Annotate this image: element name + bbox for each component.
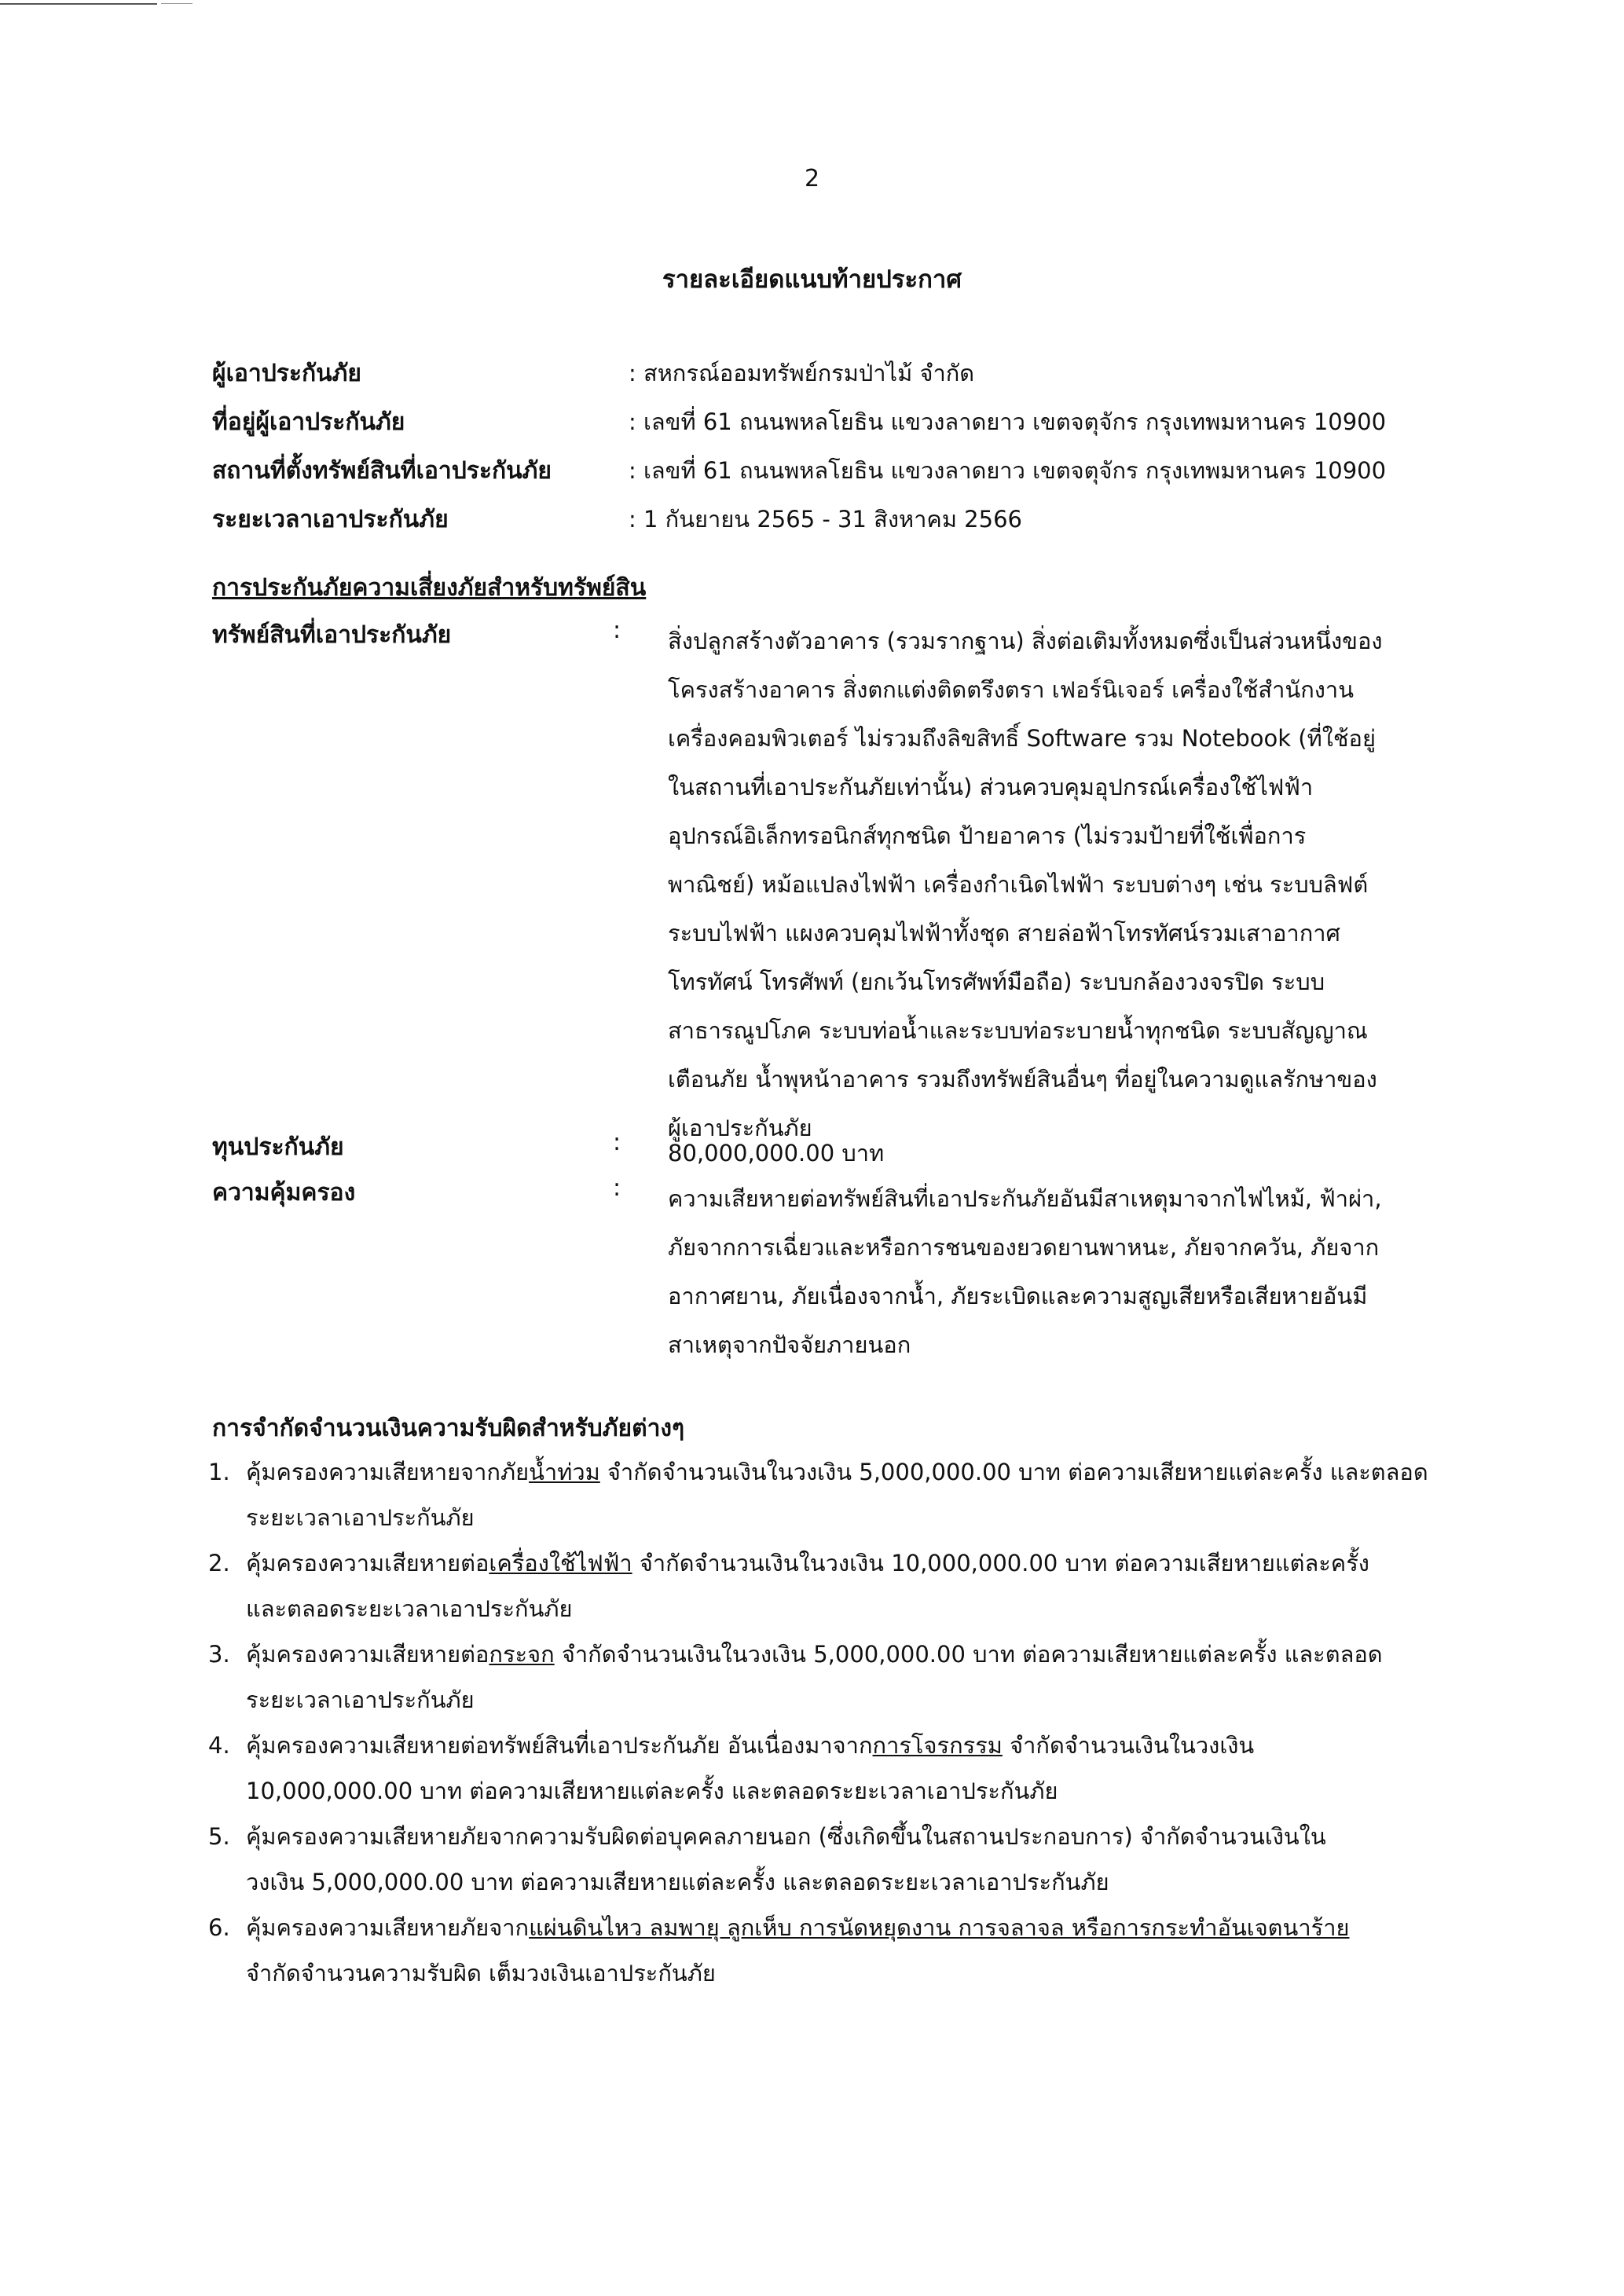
- text-line: ระบบไฟฟ้า แผงควบคุมไฟฟ้าทั้งชุด สายล่อฟ้าโทรทัศน์รวมเสาอากาศ: [668, 920, 1340, 947]
- list-item: [208, 1814, 1481, 1905]
- item-underlined-text: แผ่นดินไหว ลมพายุ ลูกเห็บ การนัดหยุดงาน การจลาจล หรือการกระทำอันเจตนาร้าย: [529, 1914, 1350, 1941]
- text-line: ผู้เอาประกันภัย: [668, 1115, 812, 1141]
- field-label: ระยะเวลาเอาประกันภัย: [212, 506, 449, 533]
- colon: :: [613, 1129, 621, 1156]
- list-item: [208, 1631, 1481, 1723]
- liability-limits-list: [208, 1449, 1481, 1996]
- text-line: โทรทัศน์ โทรศัพท์ (ยกเว้นโทรศัพท์มือถือ) ระบบกล้องวงจรปิด ระบบ: [668, 969, 1325, 995]
- text-line: ความเสียหายต่อทรัพย์สินที่เอาประกันภัยอันมีสาเหตุมาจากไฟไหม้, ฟ้าผ่า,: [668, 1185, 1382, 1212]
- item-text: คุ้มครองความเสียหายจากภัย: [246, 1459, 530, 1485]
- insured-property-text: [668, 617, 1461, 1152]
- colon: :: [613, 1174, 621, 1202]
- item-text-continued: ระยะเวลาเอาประกันภัย: [246, 1504, 475, 1531]
- text-line: อุปกรณ์อิเล็กทรอนิกส์ทุกชนิด ป้ายอาคาร (ไม่รวมป้ายที่ใช้เพื่อการ: [668, 822, 1307, 849]
- item-text-continued: วงเงิน 5,000,000.00 บาท ต่อความเสียหายแต่ละครั้ง และตลอดระยะเวลาเอาประกันภัย: [246, 1869, 1109, 1895]
- item-text: คุ้มครองความเสียหายต่อ: [246, 1641, 489, 1668]
- item-underlined-text: น้ำท่วม: [529, 1459, 600, 1485]
- field-value: : เลขที่ 61 ถนนพหลโยธิน แขวงลาดยาว เขตจตุจักร กรุงเทพมหานคร 10900: [629, 408, 1387, 435]
- field-label: ผู้เอาประกันภัย: [212, 360, 361, 387]
- item-underlined-text: การโจรกรรม: [872, 1732, 1003, 1759]
- field-row-location: [212, 452, 1469, 501]
- sum-insured-label: ทุนประกันภัย: [212, 1133, 344, 1161]
- list-item: [208, 1723, 1481, 1814]
- item-text: คุ้มครองความเสียหายต่อทรัพย์สินที่เอาประกันภัย อันเนื่องมาจาก: [246, 1732, 873, 1759]
- field-label: สถานที่ตั้งทรัพย์สินที่เอาประกันภัย: [212, 457, 552, 485]
- item-number: 5.: [208, 1823, 230, 1850]
- item-underlined-text: เครื่องใช้ไฟฟ้า: [489, 1550, 632, 1576]
- insured-property-label: ทรัพย์สินที่เอาประกันภัย: [212, 621, 452, 649]
- field-row-insured: [212, 355, 1469, 404]
- text-line: เตือนภัย น้ำพุหน้าอาคาร รวมถึงทรัพย์สินอื่นๆ ที่อยู่ในความดูแลรักษาของ: [668, 1066, 1377, 1093]
- text-line: เครื่องคอมพิวเตอร์ ไม่รวมถึงลิขสิทธิ์ Software รวม Notebook (ที่ใช้อยู่: [668, 725, 1376, 752]
- item-text: จำกัดจำนวนเงินในวงเงิน: [1002, 1732, 1255, 1759]
- field-value: : สหกรณ์ออมทรัพย์กรมป่าไม้ จำกัด: [629, 360, 975, 386]
- text-line: สิ่งปลูกสร้างตัวอาคาร (รวมรากฐาน) สิ่งต่อเติมทั้งหมดซึ่งเป็นส่วนหนึ่งของ: [668, 628, 1383, 654]
- item-text-continued: จำกัดจำนวนความรับผิด เต็มวงเงินเอาประกันภัย: [246, 1960, 716, 1987]
- coverage-label: ความคุ้มครอง: [212, 1179, 356, 1207]
- item-text: คุ้มครองความเสียหายภัยจาก: [246, 1914, 530, 1941]
- field-row-address: [212, 404, 1469, 452]
- item-text: จำกัดจำนวนเงินในวงเงิน 5,000,000.00 บาท ต่อความเสียหายแต่ละครั้ง และตลอด: [554, 1641, 1383, 1668]
- document-title: รายละเอียดแนบท้ายประกาศ: [662, 265, 962, 294]
- item-number: 2.: [208, 1550, 230, 1576]
- field-value: : 1 กันยายน 2565 - 31 สิงหาคม 2566: [629, 506, 1022, 533]
- item-number: 6.: [208, 1914, 230, 1941]
- field-label: ที่อยู่ผู้เอาประกันภัย: [212, 408, 405, 436]
- field-value: : เลขที่ 61 ถนนพหลโยธิน แขวงลาดยาว เขตจตุจักร กรุงเทพมหานคร 10900: [629, 457, 1387, 484]
- item-text-continued: และตลอดระยะเวลาเอาประกันภัย: [246, 1595, 573, 1622]
- sum-insured-value: [668, 1129, 1461, 1177]
- text-line: พาณิชย์) หม้อแปลงไฟฟ้า เครื่องกำเนิดไฟฟ้า ระบบต่างๆ เช่น ระบบลิฟต์: [668, 871, 1369, 898]
- item-number: 1.: [208, 1459, 230, 1485]
- section-heading-liability-limits: การจำกัดจำนวนเงินความรับผิดสำหรับภัยต่างๆ: [212, 1415, 685, 1442]
- item-text: คุ้มครองความเสียหายต่อ: [246, 1550, 489, 1576]
- page-number: 2: [804, 165, 820, 192]
- scan-edge-mark: [161, 3, 192, 4]
- text-line: โครงสร้างอาคาร สิ่งตกแต่งติดตรึงตรา เฟอร์นิเจอร์ เครื่องใช้สำนักงาน: [668, 676, 1355, 703]
- item-underlined-text: กระจก: [489, 1641, 555, 1668]
- item-text: จำกัดจำนวนเงินในวงเงิน 10,000,000.00 บาท ต่อความเสียหายแต่ละครั้ง: [632, 1550, 1369, 1576]
- field-row-period: [212, 501, 1469, 550]
- section-heading-property-risk: การประกันภัยความเสี่ยงภัยสำหรับทรัพย์สิน: [212, 574, 647, 602]
- header-fields: [212, 355, 1469, 550]
- item-text: จำกัดจำนวนเงินในวงเงิน 5,000,000.00 บาท ต่อความเสียหายแต่ละครั้ง และตลอด: [599, 1459, 1428, 1485]
- scan-edge-mark: [0, 3, 157, 5]
- item-text: คุ้มครองความเสียหายภัยจากความรับผิดต่อบุคคลภายนอก (ซึ่งเกิดขึ้นในสถานประกอบการ) จำกัดจำนวนเงินใน: [246, 1823, 1326, 1850]
- list-item: [208, 1540, 1481, 1631]
- text-line: สาธารณูปโภค ระบบท่อน้ำและระบบท่อระบายน้ำทุกชนิด ระบบสัญญาณ: [668, 1017, 1368, 1044]
- list-item: [208, 1449, 1481, 1540]
- text-line: อากาศยาน, ภัยเนื่องจากน้ำ, ภัยระเบิดและความสูญเสียหรือเสียหายอันมี: [668, 1283, 1368, 1309]
- text-line: ในสถานที่เอาประกันภัยเท่านั้น) ส่วนควบคุมอุปกรณ์เครื่องใช้ไฟฟ้า: [668, 774, 1314, 800]
- text-line: สาเหตุจากปัจจัยภายนอก: [668, 1331, 911, 1358]
- item-text-continued: ระยะเวลาเอาประกันภัย: [246, 1686, 475, 1713]
- item-number: 4.: [208, 1732, 230, 1759]
- item-number: 3.: [208, 1641, 230, 1668]
- text-line: ภัยจากการเฉี่ยวและหรือการชนของยวดยานพาหนะ, ภัยจากควัน, ภัยจาก: [668, 1234, 1380, 1261]
- text-line: 80,000,000.00 บาท: [668, 1140, 885, 1166]
- list-item: [208, 1905, 1481, 1996]
- colon: :: [613, 617, 621, 644]
- item-text-continued: 10,000,000.00 บาท ต่อความเสียหายแต่ละครั้ง และตลอดระยะเวลาเอาประกันภัย: [246, 1778, 1058, 1804]
- coverage-text: [668, 1174, 1461, 1369]
